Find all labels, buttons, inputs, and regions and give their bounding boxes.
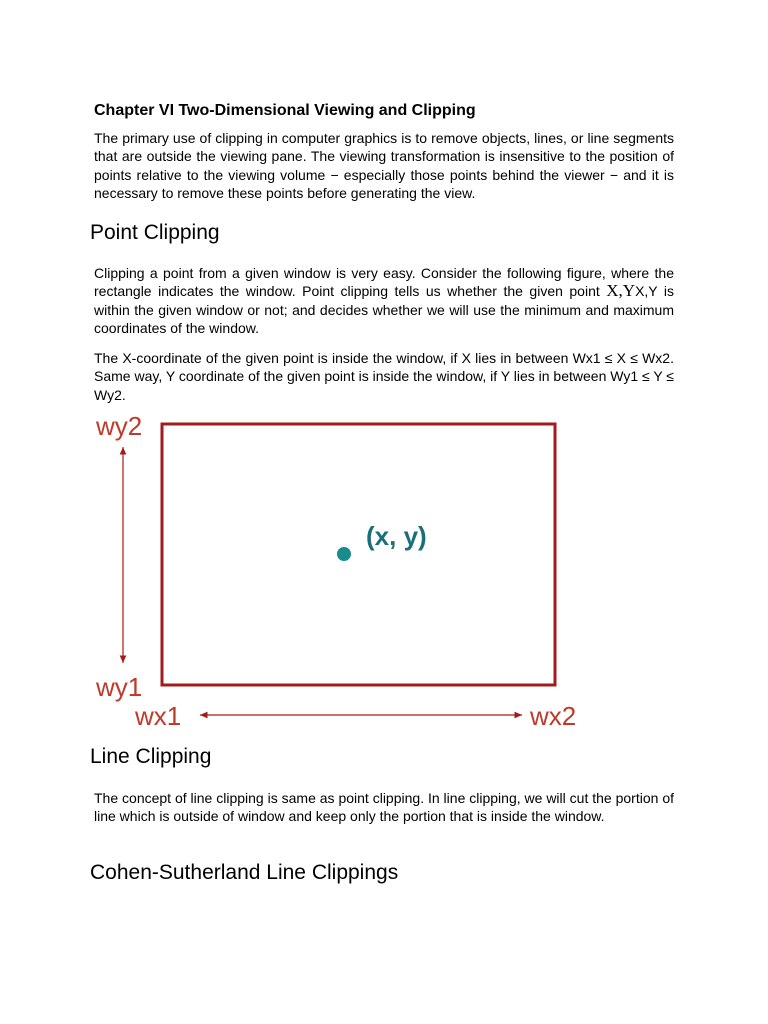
label-wx2: wx2 xyxy=(530,701,577,731)
chapter-title: Chapter VI Two-Dimensional Viewing and Clipping xyxy=(94,102,476,119)
point-label: (x, y) xyxy=(366,521,427,551)
clipping-window-figure xyxy=(90,405,600,735)
line-clipping-heading: Line Clipping xyxy=(90,745,212,768)
label-wy1: wy1 xyxy=(96,672,143,702)
paragraph-text-before: Clipping a point from a given window is very easy. Consider the following figure, where the rectangle indicates the window. Point clipping tells us whether the given point xyxy=(94,265,674,300)
intro-paragraph: The primary use of clipping in computer graphics is to remove objects, lines, or line segments that are outside the viewing pane. The viewing transformation is insensitive to the position of points relative to the viewing volume − especially those points behind the viewer − and it is necessary to remove these points before generating the view. xyxy=(94,130,674,201)
point-clipping-paragraph-2: The X-coordinate of the given point is inside the window, if X lies in between Wx1 ≤ X ≤ Wx2. Same way, Y coordinate of the given point is inside the window, if Y lies in between Wy1 ≤ Y ≤ Wy2. xyxy=(94,350,674,403)
label-wx1: wx1 xyxy=(135,701,182,731)
paragraph-text-after: X,Y is within the given window or not; and decides whether we will use the minimum and maximum coordinates of the window. xyxy=(94,283,674,336)
cohen-sutherland-heading: Cohen-Sutherland Line Clippings xyxy=(90,861,399,884)
point-clipping-paragraph-1 xyxy=(94,264,674,337)
clipping-window-rect xyxy=(162,424,555,685)
math-xy: X,Y xyxy=(606,281,636,301)
point-clipping-heading: Point Clipping xyxy=(90,221,220,244)
point-dot xyxy=(337,547,351,561)
line-clipping-paragraph: The concept of line clipping is same as point clipping. In line clipping, we will cut the portion of line which is outside of window and keep only the portion that is inside the window. xyxy=(94,790,674,825)
label-wy2: wy2 xyxy=(96,411,143,441)
